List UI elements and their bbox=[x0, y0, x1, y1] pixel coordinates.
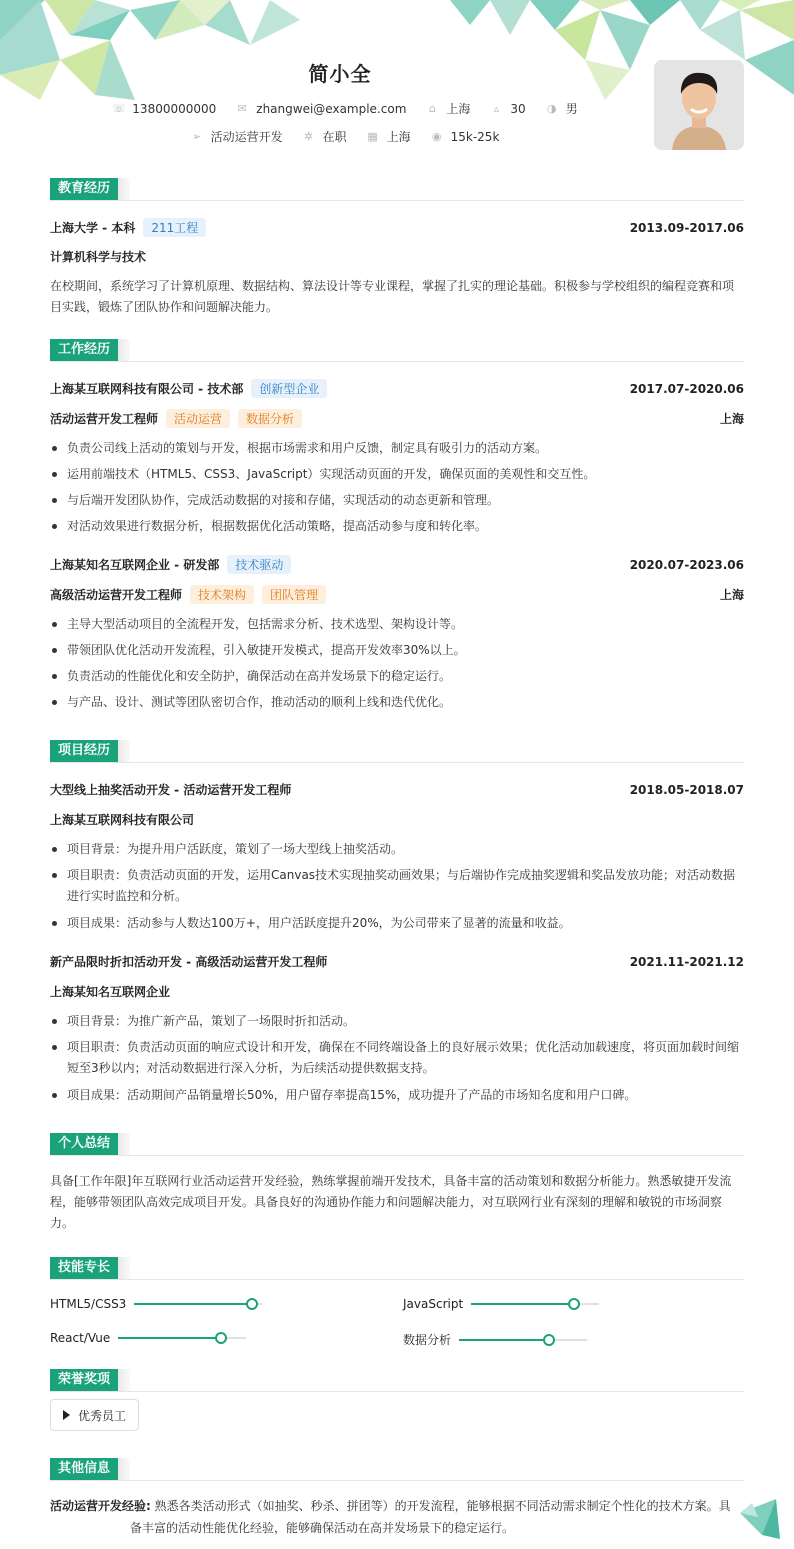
home-icon: ⌂ bbox=[428, 101, 436, 115]
section-title: 其他信息 bbox=[50, 1458, 118, 1480]
project-heading-row bbox=[50, 953, 744, 970]
contact-info-row bbox=[0, 100, 690, 117]
other-info-label: 活动运营开发经验: bbox=[50, 1499, 151, 1513]
section-title: 技能专长 bbox=[50, 1257, 118, 1279]
email-icon: ✉ bbox=[237, 101, 247, 115]
company-tag: 技术驱动 bbox=[227, 555, 291, 574]
section-title: 项目经历 bbox=[50, 740, 118, 762]
work-bullet: 负责公司线上活动的策划与开发，根据市场需求和用户反馈，制定具有吸引力的活动方案。 bbox=[50, 438, 744, 459]
salary-icon: ◉ bbox=[431, 129, 442, 143]
job-title: 活动运营开发工程师 bbox=[50, 412, 159, 426]
education-section bbox=[50, 178, 744, 314]
company-name: 上海某互联网科技有限公司 - 技术部 bbox=[50, 382, 244, 396]
work-bullet: 与后端开发团队协作，完成活动数据的对接和存储，实现活动的动态更新和管理。 bbox=[50, 490, 744, 511]
project-company-row bbox=[50, 983, 744, 1000]
gender-text: 男 bbox=[565, 102, 578, 116]
summary-text: 具备[工作年限]年互联网行业活动运营开发经验，熟练掌握前端开发技术，具备丰富的活动策划和数据分析能力。熟悉敏捷开发流程，能够带领团队高效完成项目开发。具备良好的沟通协作能力和问题解决能力，对互联网行业有深刻的理解和敏锐的市场洞察力。 bbox=[50, 1174, 732, 1230]
job-tag: 团队管理 bbox=[262, 585, 326, 604]
skill-item bbox=[50, 1331, 246, 1345]
work-section-header bbox=[50, 339, 744, 362]
gender-icon: ◑ bbox=[546, 101, 557, 115]
salary-text: 15k-25k bbox=[450, 129, 500, 144]
award-badge bbox=[50, 1399, 139, 1431]
awards-section-header bbox=[50, 1369, 744, 1392]
skill-bar bbox=[471, 1303, 599, 1305]
work-company-row bbox=[50, 555, 744, 574]
awards-section bbox=[50, 1369, 744, 1423]
company-tag: 创新型企业 bbox=[251, 379, 327, 398]
section-title: 工作经历 bbox=[50, 339, 118, 361]
project-bullet: 项目职责：负责活动页面的开发，运用Canvas技术实现抽奖动画效果；与后端协作完成抽奖逻辑和奖品发放功能；对活动数据进行实时监控和分析。 bbox=[50, 865, 744, 907]
major: 计算机科学与技术 bbox=[50, 250, 147, 264]
award-name: 优秀员工 bbox=[78, 1408, 127, 1423]
project-bullet: 项目成果：活动期间产品销量增长50%，用户留存率提高15%，成功提升了产品的市场知名度和用户口碑。 bbox=[50, 1085, 744, 1106]
work-period: 2020.07-2023.06 bbox=[629, 557, 744, 572]
status-icon: ✲ bbox=[303, 129, 314, 143]
section-title: 个人总结 bbox=[50, 1133, 118, 1155]
project-heading-row bbox=[50, 781, 744, 798]
skill-name: React/Vue bbox=[50, 1331, 111, 1345]
major-row bbox=[50, 248, 744, 265]
skill-bar-knob bbox=[543, 1334, 555, 1346]
skill-name: JavaScript bbox=[403, 1297, 464, 1311]
skill-bar bbox=[134, 1303, 262, 1305]
work-section bbox=[50, 339, 744, 709]
projects-section bbox=[50, 740, 744, 1102]
skills-section-header bbox=[50, 1257, 744, 1280]
projects-section-header bbox=[50, 740, 744, 763]
project-bullet: 项目职责：负责活动页面的响应式设计和开发，确保在不同终端设备上的良好展示效果；优化活动加载速度，将页面加载时间缩短至3秒以内；对活动数据进行深入分析，为后续活动提供数据支持。 bbox=[50, 1037, 744, 1079]
other-section-header bbox=[50, 1458, 744, 1481]
summary-section bbox=[50, 1133, 744, 1230]
project-company: 上海某知名互联网企业 bbox=[50, 985, 171, 999]
section-title: 教育经历 bbox=[50, 178, 118, 200]
play-icon bbox=[63, 1410, 70, 1420]
skill-bar-fill bbox=[471, 1303, 573, 1305]
education-description: 在校期间，系统学习了计算机原理、数据结构、算法设计等专业课程，掌握了扎实的理论基础。积极参与学校组织的编程竞赛和项目实践，锻炼了团队协作和问题解决能力。 bbox=[50, 279, 735, 314]
send-icon: ➢ bbox=[191, 129, 202, 143]
skills-section bbox=[50, 1257, 744, 1347]
corner-decoration bbox=[740, 1495, 780, 1539]
skill-bar-knob bbox=[215, 1332, 227, 1344]
skill-bar-fill bbox=[118, 1337, 220, 1339]
skill-bar bbox=[118, 1337, 246, 1339]
work-city: 上海 bbox=[719, 588, 744, 602]
work-bullet: 对活动效果进行数据分析，根据数据优化活动策略，提高活动参与度和转化率。 bbox=[50, 516, 744, 537]
job-intent-row bbox=[0, 128, 690, 145]
phone-text: 13800000000 bbox=[132, 101, 217, 116]
work-period: 2017.07-2020.06 bbox=[629, 381, 744, 396]
skill-item bbox=[403, 1297, 599, 1311]
phone-item bbox=[112, 102, 216, 116]
salary-item bbox=[431, 130, 500, 144]
age-text: 30 bbox=[510, 101, 526, 116]
job-tag: 活动运营 bbox=[166, 409, 230, 428]
location-item bbox=[426, 100, 470, 117]
email-item bbox=[236, 102, 406, 116]
skill-bar-knob bbox=[568, 1298, 580, 1310]
age-item bbox=[490, 102, 525, 116]
skill-name: HTML5/CSS3 bbox=[50, 1297, 127, 1311]
work-bullet: 主导大型活动项目的全流程开发，包括需求分析、技术选型、架构设计等。 bbox=[50, 614, 744, 635]
summary-section-header bbox=[50, 1133, 744, 1156]
status-item bbox=[303, 128, 347, 145]
location-text: 上海 bbox=[446, 102, 471, 116]
project-company-row bbox=[50, 811, 744, 828]
work-title-row bbox=[50, 409, 744, 428]
project-bullet: 项目背景：为提升用户活跃度，策划了一场大型线上抽奖活动。 bbox=[50, 839, 744, 860]
other-info-text: 熟悉各类活动形式（如抽奖、秒杀、拼团等）的开发流程，能够根据不同活动需求制定个性化的技术方案。具 bbox=[154, 1499, 731, 1513]
work-city: 上海 bbox=[719, 412, 744, 426]
section-title: 荣誉奖项 bbox=[50, 1369, 118, 1391]
skill-bar bbox=[459, 1339, 587, 1341]
job-tag: 数据分析 bbox=[238, 409, 302, 428]
phone-icon: ☏ bbox=[112, 101, 127, 115]
work-title-row bbox=[50, 585, 744, 604]
education-period: 2013.09-2017.06 bbox=[629, 220, 744, 235]
target-position-item bbox=[191, 128, 283, 145]
project-period: 2018.05-2018.07 bbox=[629, 782, 744, 797]
skill-name: 数据分析 bbox=[403, 1333, 452, 1347]
project-company: 上海某互联网科技有限公司 bbox=[50, 813, 195, 827]
work-bullet: 与产品、设计、测试等团队密切合作，推动活动的顺利上线和迭代优化。 bbox=[50, 692, 744, 713]
target-city-text: 上海 bbox=[386, 130, 411, 144]
other-section bbox=[50, 1458, 744, 1535]
work-company-row bbox=[50, 379, 744, 398]
skill-item bbox=[403, 1331, 587, 1348]
company-name: 上海某知名互联网企业 - 研发部 bbox=[50, 558, 220, 572]
school-tag: 211工程 bbox=[143, 218, 206, 237]
job-title: 高级活动运营开发工程师 bbox=[50, 588, 183, 602]
work-bullet: 运用前端技术（HTML5、CSS3、JavaScript）实现活动页面的开发，确保页面的美观性和交互性。 bbox=[50, 464, 744, 485]
target-position-text: 活动运营开发 bbox=[210, 130, 283, 144]
school-name: 上海大学 - 本科 bbox=[50, 221, 136, 235]
work-bullet: 带领团队优化活动开发流程，引入敏捷开发模式，提高开发效率30%以上。 bbox=[50, 640, 744, 661]
project-bullet: 项目背景：为推广新产品，策划了一场限时折扣活动。 bbox=[50, 1011, 744, 1032]
project-name: 大型线上抽奖活动开发 - 活动运营开发工程师 bbox=[50, 783, 292, 797]
other-info-line bbox=[50, 1496, 744, 1517]
profile-photo bbox=[654, 60, 744, 150]
target-city-item bbox=[367, 128, 411, 145]
skill-bar-fill bbox=[459, 1339, 549, 1341]
work-bullet: 负责活动的性能优化和安全防护，确保活动在高并发场景下的稳定运行。 bbox=[50, 666, 744, 687]
status-text: 在职 bbox=[322, 130, 347, 144]
job-tag: 技术架构 bbox=[190, 585, 254, 604]
project-period: 2021.11-2021.12 bbox=[629, 954, 744, 969]
skill-bar-fill bbox=[134, 1303, 252, 1305]
other-info-continuation: 备丰富的活动性能优化经验，能够确保活动在高并发场景下的稳定运行。 bbox=[130, 1521, 515, 1535]
email-text: zhangwei@example.com bbox=[256, 101, 407, 116]
skill-item bbox=[50, 1297, 262, 1311]
building-icon: ▦ bbox=[367, 129, 378, 143]
project-bullet: 项目成果：活动参与人数达100万+，用户活跃度提升20%，为公司带来了显著的流量和收益。 bbox=[50, 913, 744, 934]
cake-icon: ▵ bbox=[493, 101, 500, 115]
candidate-name: 简小全 bbox=[308, 62, 372, 86]
education-heading-row bbox=[50, 218, 744, 237]
gender-item bbox=[546, 100, 578, 117]
skill-bar-knob bbox=[246, 1298, 258, 1310]
project-name: 新产品限时折扣活动开发 - 高级活动运营开发工程师 bbox=[50, 955, 328, 969]
education-section-header bbox=[50, 178, 744, 201]
